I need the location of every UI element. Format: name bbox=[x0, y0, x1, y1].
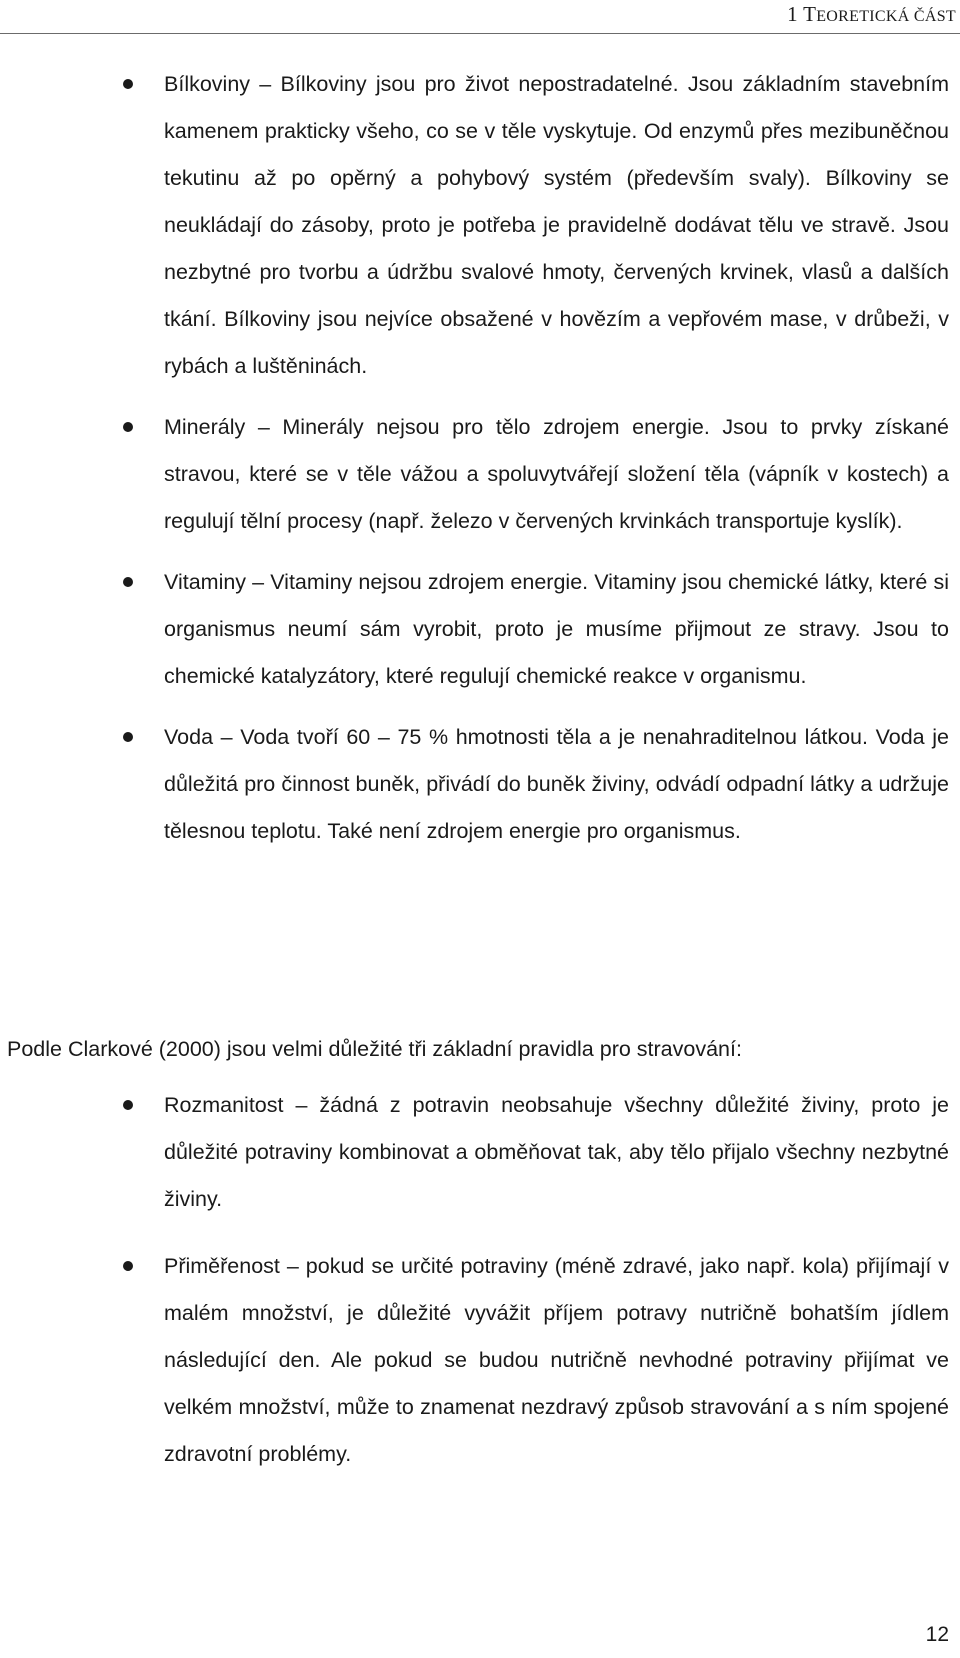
chapter-title-initial: T bbox=[803, 2, 817, 26]
list-item-text: Přiměřenost – pokud se určité potraviny (méně zdravé, jako např. kola) přijímají v malém množství, je důležité vyvážit příjem potravy nutričně bohatším jídlem následující den. Ale pokud se budou nutričně nevhodné potraviny přijímat ve velkém množství, může to znamenat nezdravý způsob stravování a s ním spojené zdravotní problémy. bbox=[164, 1254, 949, 1466]
list-item-vitamins bbox=[0, 559, 960, 700]
header-rule bbox=[0, 33, 960, 34]
list-item-water bbox=[0, 714, 960, 855]
page-header bbox=[0, 0, 960, 35]
list-item-moderation bbox=[0, 1243, 960, 1478]
running-header bbox=[787, 2, 956, 27]
bullet-icon bbox=[123, 1100, 133, 1110]
nutrients-list bbox=[0, 61, 960, 855]
bullet-icon bbox=[123, 422, 133, 432]
list-item-text: Minerály – Minerály nejsou pro tělo zdrojem energie. Jsou to prvky získané stravou, které se v těle vážou a spoluvytvářejí složení těla (vápník v kostech) a regulují tělní procesy (např. železo v červených krvinkách transportuje kyslík). bbox=[164, 415, 949, 533]
list-item-minerals bbox=[0, 404, 960, 545]
list-item-text: Vitaminy – Vitaminy nejsou zdrojem energie. Vitaminy jsou chemické látky, které si organismus neumí sám vyrobit, proto je musíme přijmout ze stravy. Jsou to chemické katalyzátory, které regulují chemické reakce v organismu. bbox=[164, 570, 949, 688]
page-number: 12 bbox=[925, 1623, 949, 1646]
bullet-icon bbox=[123, 79, 133, 89]
list-item-text: Rozmanitost – žádná z potravin neobsahuje všechny důležité živiny, proto je důležité potraviny kombinovat a obměňovat tak, aby tělo přijalo všechny nezbytné živiny. bbox=[164, 1093, 949, 1211]
bullet-icon bbox=[123, 1261, 133, 1271]
intro-paragraph: Podle Clarkové (2000) jsou velmi důležité tři základní pravidla pro stravování: bbox=[7, 1037, 742, 1061]
list-item-text: Bílkoviny – Bílkoviny jsou pro život nepostradatelné. Jsou základním stavebním kamenem prakticky všeho, co se v těle vyskytuje. Od enzymů přes mezibuněčnou tekutinu až po opěrný a pohybový systém (především svaly). Bílkoviny se neukládají do zásoby, proto je potřeba je pravidelně dodávat tělu ve stravě. Jsou nezbytné pro tvorbu a údržbu svalové hmoty, červených krvinek, vlasů a dalších tkání. Bílkoviny jsou nejvíce obsažené v hovězím a vepřovém mase, v drůbeži, v rybách a luštěninách. bbox=[164, 72, 949, 378]
bullet-icon bbox=[123, 577, 133, 587]
chapter-title-rest: EORETICKÁ ČÁST bbox=[816, 8, 956, 25]
list-item-proteins bbox=[0, 61, 960, 390]
list-item-text: Voda – Voda tvoří 60 – 75 % hmotnosti těla a je nenahraditelnou látkou. Voda je důležitá pro činnost buněk, přivádí do buněk živiny, odvádí odpadní látky a udržuje tělesnou teplotu. Také není zdrojem energie pro organismus. bbox=[164, 725, 949, 843]
chapter-number: 1 bbox=[787, 2, 798, 26]
eating-rules-list bbox=[0, 1082, 960, 1478]
list-item-variety bbox=[0, 1082, 960, 1223]
bullet-icon bbox=[123, 732, 133, 742]
